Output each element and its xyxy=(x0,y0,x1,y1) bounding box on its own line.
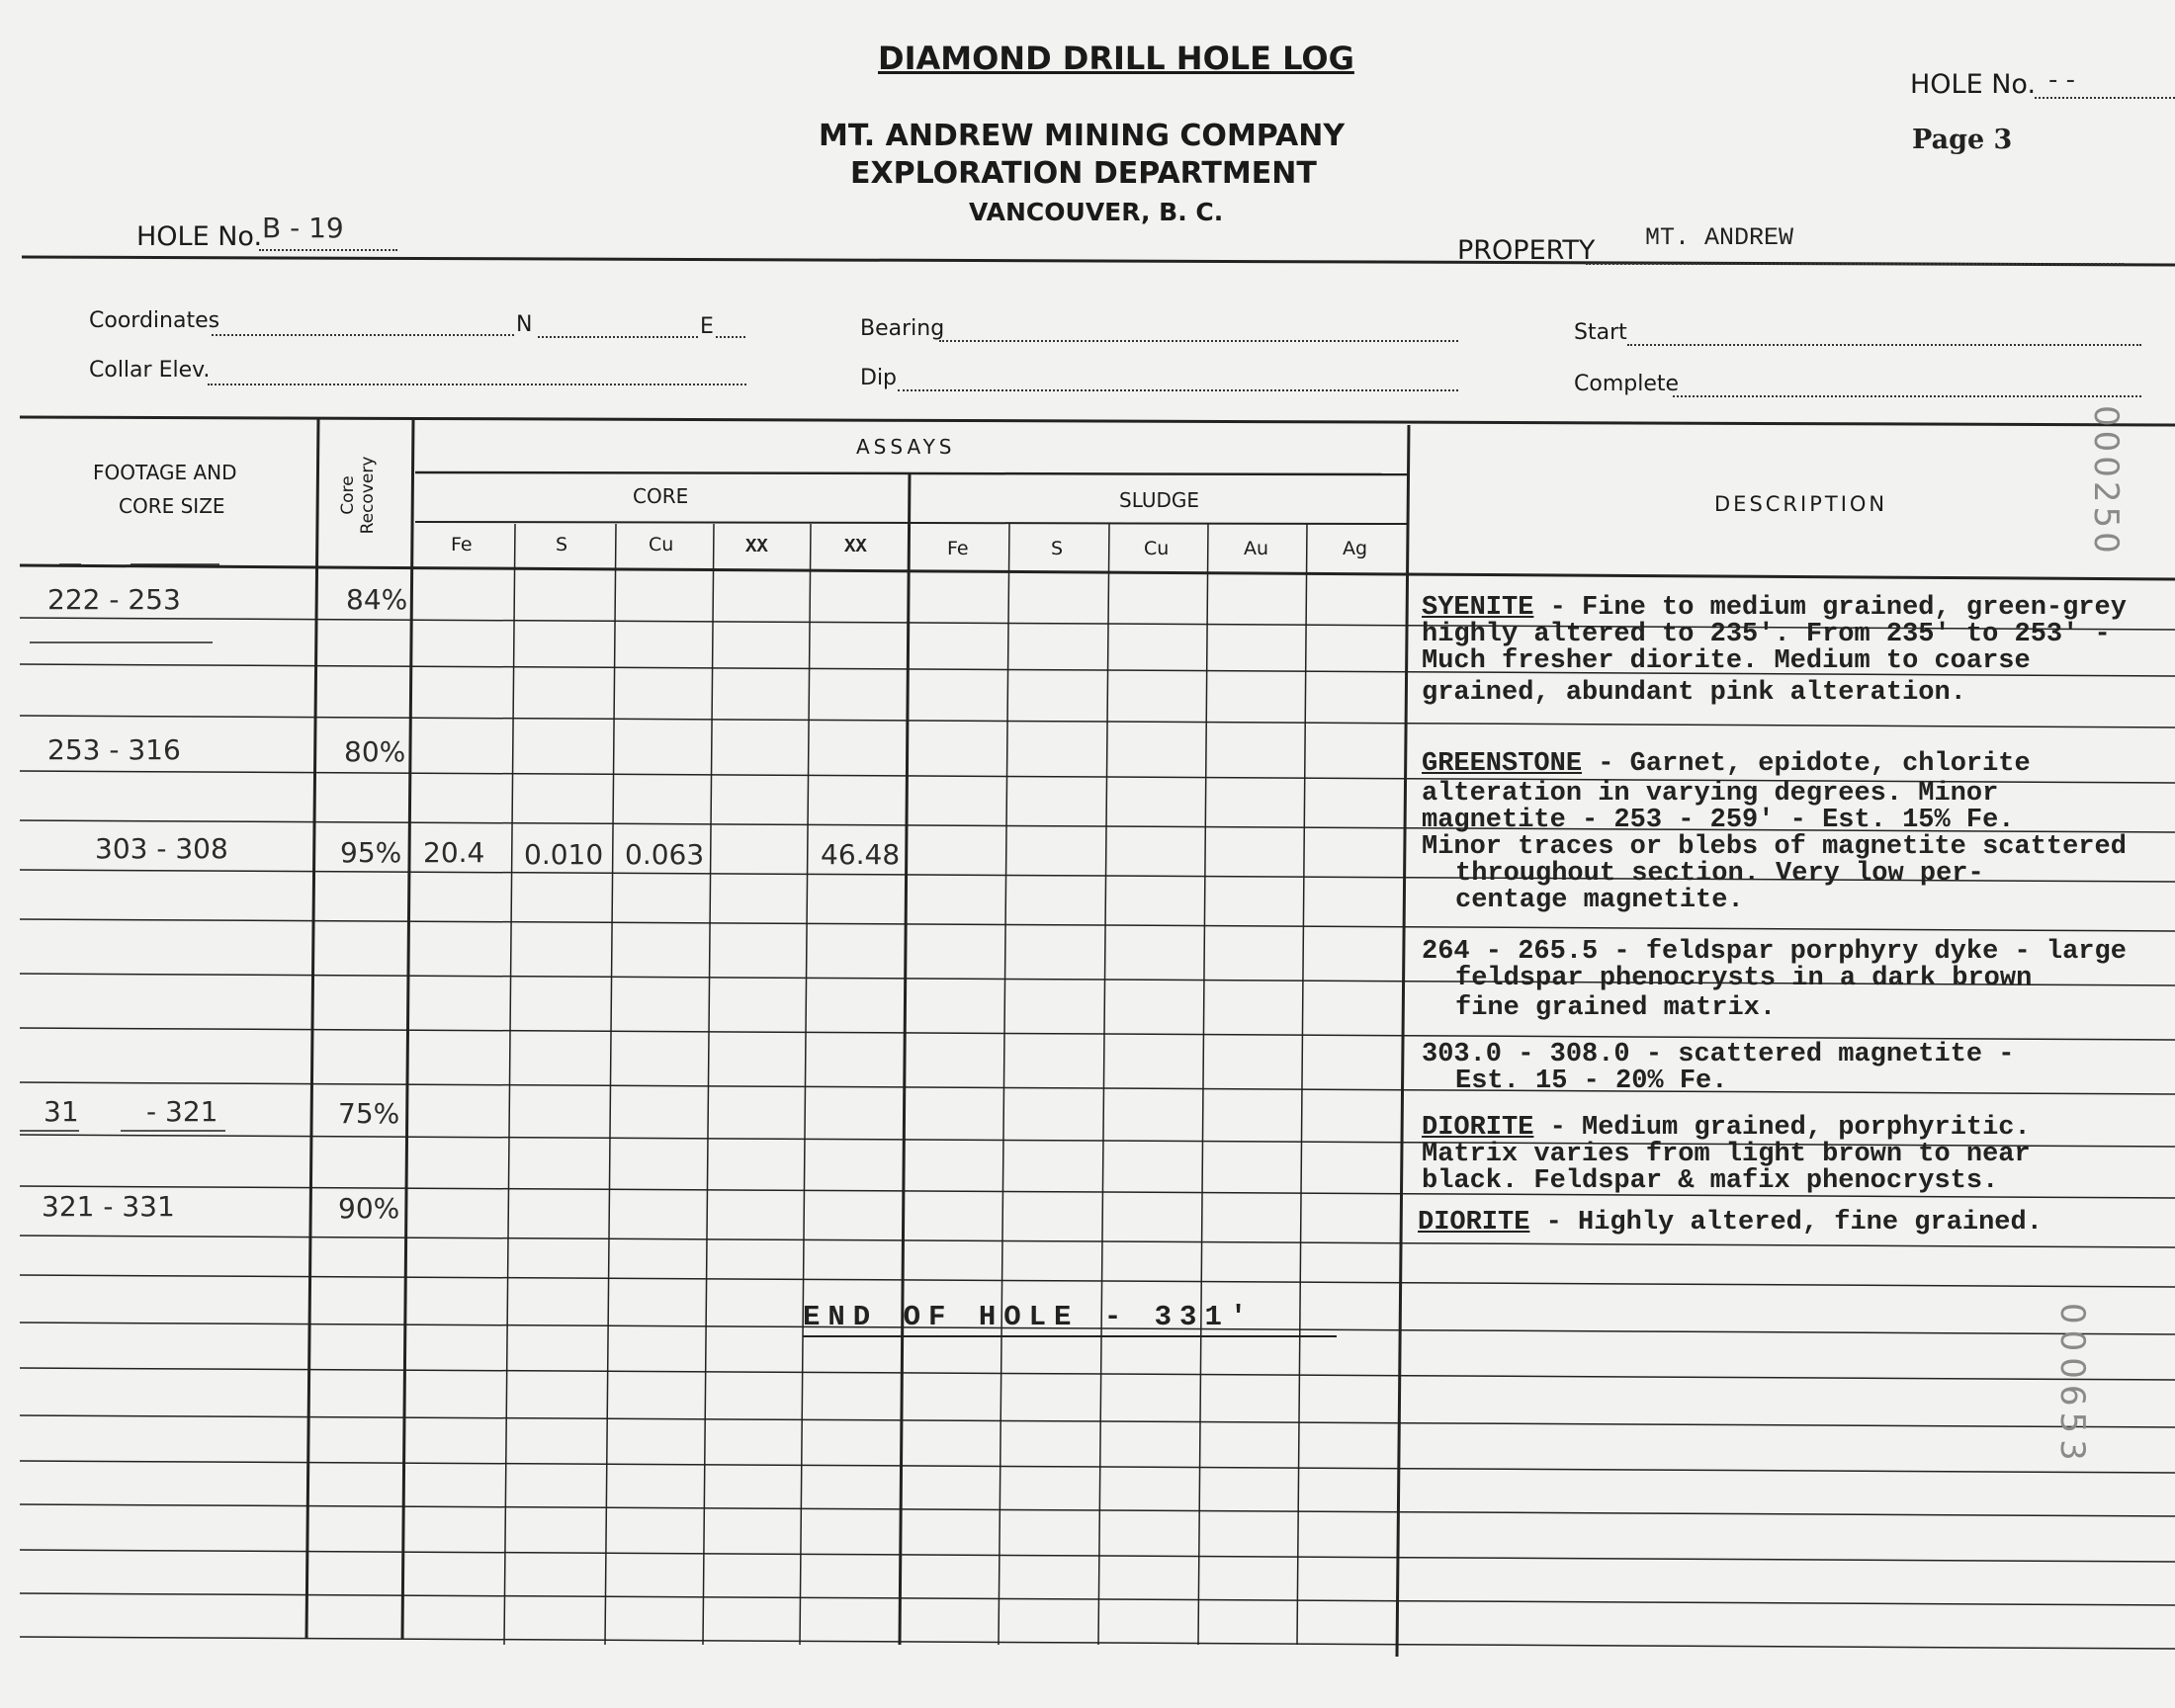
row-5-footage: 321 - 331 xyxy=(42,1190,175,1223)
core-recovery-line2: Recovery xyxy=(358,456,378,535)
description-greenstone xyxy=(1422,751,2163,914)
core-recovery-header xyxy=(338,451,378,540)
row-4-recovery: 75% xyxy=(338,1097,400,1130)
core-col-cu: Cu xyxy=(649,534,674,555)
dyke-line3: fine grained matrix. xyxy=(1455,993,1777,1023)
syenite-line1: - Fine to medium grained, green-grey xyxy=(1533,593,2127,623)
row-1-recovery: 84% xyxy=(346,583,408,616)
syenite-heading: SYENITE xyxy=(1422,593,1534,623)
diorite-2-heading: DIORITE xyxy=(1418,1208,1530,1238)
footage-header-line2: CORE SIZE xyxy=(119,494,225,518)
description-diorite-1 xyxy=(1422,1115,2163,1195)
row-1-footage: 222 - 253 xyxy=(47,583,181,616)
syenite-line3: Much fresher diorite. Medium to coarse xyxy=(1422,646,2031,676)
diorite-1-line3: black. Feldspar & mafix phenocrysts. xyxy=(1422,1166,1999,1196)
coordinates-label: Coordinates xyxy=(89,308,220,333)
description-header: DESCRIPTION xyxy=(1714,492,1888,516)
greenstone-line3: magnetite - 253 - 259' - Est. 15% Fe. xyxy=(1422,806,2015,835)
hole-no-value-right: - - xyxy=(2048,65,2076,95)
page-number: Page 3 xyxy=(1912,125,2013,155)
form-title: DIAMOND DRILL HOLE LOG xyxy=(878,40,1354,77)
hole-no-label-left: HOLE No. xyxy=(136,221,263,252)
greenstone-line2: alteration in varying degrees. Minor xyxy=(1422,779,1999,809)
end-of-hole: END OF HOLE - 331' xyxy=(803,1301,1256,1333)
row-4-footage: 31 xyxy=(44,1095,79,1128)
description-dyke xyxy=(1422,939,2163,1022)
coordinates-e-label: E xyxy=(700,314,714,339)
diorite-2-line1: - Highly altered, fine grained. xyxy=(1529,1208,2043,1238)
sludge-header: SLUDGE xyxy=(1119,488,1200,512)
stamp-number-top: 000250 xyxy=(2086,405,2126,557)
coordinates-n-label: N xyxy=(516,312,533,337)
stamp-number-bottom: 000653 xyxy=(2052,1303,2092,1467)
core-col-4: XX xyxy=(745,536,768,557)
hole-no-value-left: B - 19 xyxy=(262,212,344,244)
magnetite-line2: Est. 15 - 20% Fe. xyxy=(1455,1067,1728,1096)
core-col-fe: Fe xyxy=(451,534,473,555)
greenstone-line6: centage magnetite. xyxy=(1455,886,1744,915)
sludge-col-s: S xyxy=(1051,538,1064,559)
description-syenite xyxy=(1422,595,2163,707)
core-header: CORE xyxy=(633,484,689,508)
description-diorite-2 xyxy=(1418,1210,2159,1237)
hole-no-label-right: HOLE No. xyxy=(1910,69,2037,100)
footage-header-line1: FOOTAGE AND xyxy=(93,461,237,484)
complete-label: Complete xyxy=(1574,372,1680,396)
property-value: MT. ANDREW xyxy=(1645,223,1794,252)
row-4-footage-end: - 321 xyxy=(146,1095,218,1128)
description-magnetite xyxy=(1422,1042,2163,1095)
row-3-cu: 0.063 xyxy=(625,838,705,871)
diorite-1-heading: DIORITE xyxy=(1422,1113,1534,1143)
row-2-recovery: 80% xyxy=(344,735,406,768)
row-5-recovery: 90% xyxy=(338,1192,400,1225)
row-2-footage: 253 - 316 xyxy=(47,733,181,766)
greenstone-heading: GREENSTONE xyxy=(1422,749,1583,779)
assays-header: ASSAYS xyxy=(856,435,956,459)
bearing-label: Bearing xyxy=(860,316,945,341)
greenstone-line5: throughout section. Very low per- xyxy=(1455,859,1984,889)
syenite-line2: highly altered to 235'. From 235' to 253' - xyxy=(1422,620,2111,649)
city-name: VANCOUVER, B. C. xyxy=(969,198,1224,226)
core-col-5: XX xyxy=(844,536,867,557)
greenstone-line4: Minor traces or blebs of magnetite scattered xyxy=(1422,832,2127,862)
row-3-fe: 20.4 xyxy=(423,836,485,869)
dyke-line1: 264 - 265.5 - feldspar porphyry dyke - large xyxy=(1422,937,2127,967)
company-name: MT. ANDREW MINING COMPANY xyxy=(819,119,1346,153)
row-3-recovery: 95% xyxy=(340,836,402,869)
sludge-col-cu: Cu xyxy=(1144,538,1170,559)
sludge-col-fe: Fe xyxy=(947,538,969,559)
sludge-col-au: Au xyxy=(1244,538,1269,559)
row-3-col5: 46.48 xyxy=(821,838,901,871)
sludge-col-ag: Ag xyxy=(1343,538,1368,559)
diorite-1-line1: - Medium grained, porphyritic. xyxy=(1533,1113,2031,1143)
department-name: EXPLORATION DEPARTMENT xyxy=(850,156,1317,191)
magnetite-line1: 303.0 - 308.0 - scattered magnetite - xyxy=(1422,1040,2015,1069)
dip-label: Dip xyxy=(860,366,898,390)
dyke-line2: feldspar phenocrysts in a dark brown xyxy=(1455,964,2033,993)
syenite-line4: grained, abundant pink alteration. xyxy=(1422,678,1966,708)
start-label: Start xyxy=(1574,320,1627,345)
diorite-1-line2: Matrix varies from light brown to near xyxy=(1422,1140,2031,1169)
row-3-footage: 303 - 308 xyxy=(95,832,228,865)
row-3-s: 0.010 xyxy=(524,838,604,871)
core-col-s: S xyxy=(556,534,568,555)
collar-elev-label: Collar Elev. xyxy=(89,358,211,383)
core-recovery-line1: Core xyxy=(338,475,358,515)
greenstone-line1: - Garnet, epidote, chlorite xyxy=(1582,749,2031,779)
property-label: PROPERTY xyxy=(1457,235,1596,266)
